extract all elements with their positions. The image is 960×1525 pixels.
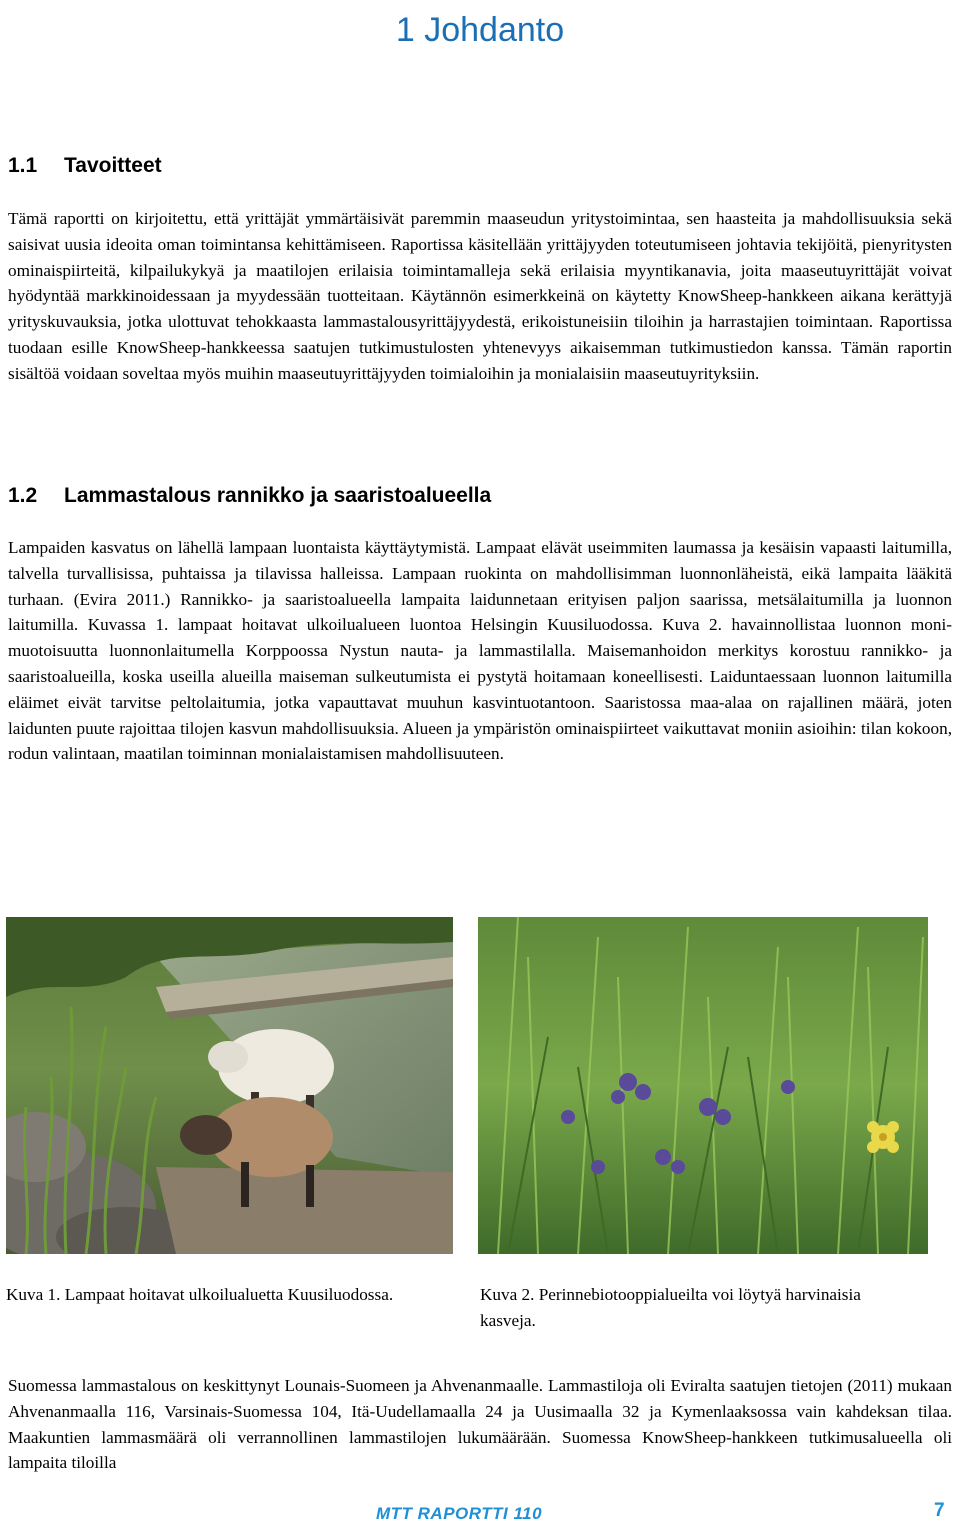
section-number: 1.1 (8, 154, 38, 177)
section-number: 1.2 (8, 484, 38, 507)
figure-caption-1: Kuva 1. Lampaat hoitavat ulkoilualuetta Kuusiluodossa. (6, 1285, 394, 1304)
meadow-photo (478, 917, 928, 1254)
report-series-label: MTT RAPORTTI 110 (376, 1504, 543, 1523)
section-title: Tavoitteet (64, 154, 162, 177)
section-heading-tavoitteet (8, 152, 162, 180)
page-number: 7 (934, 1500, 945, 1521)
sheep-photo-illustration (6, 917, 453, 1254)
paragraph-closing: Suomessa lammastalous on keskittynyt Lounais-Suomeen ja Ahvenanmaalle. Lammastiloja oli Eviralta saatujen tietojen (2011) mukaan Ahvenanmaalla 116, Varsinais-Suomessa 104, Itä-Uudellamaalla 24 ja Uusimaalla 32 ja Kymenlaaksossa vain kahdeksan tilaa. Maakuntien lammasmäärä oli verrannollinen lammastilojen lukumäärään. Suomessa KnowSheep-hankkeen tutkimusalueella oli lampaita tiloilla (8, 1376, 952, 1473)
paragraph-lammastalous: Lampaiden kasvatus on lähellä lampaan luontaista käyttäytymistä. Lampaat elävät useimmiten laumassa ja kesäisin vapaasti laitumilla, talvella turvallisissa, puhtaissa ja tilavissa halleissa. Lampaan ruokinta on mahdollisimman luonnonläheistä, eikä lampaita lääkitä turhaan. (Evira 2011.) Rannikko- ja saaristoalueella lampaita laidunnetaan erityisen paljon saarissa, metsälaitumilla ja luonnon laitumilla. Kuvassa 1. lampaat hoitavat ulkoilualueen luontoa Helsingin Kuusiluodossa. Kuva 2. havainnollistaa luonnon monimuotoisuutta luonnonlaitumella Korppoossa Nystun nauta- ja lammastilalla. Maisemanhoidon merkitys korostuu rannikko- ja saaristoalueilla, koska useilla alueilla maiseman sulkeutumista ei pystytä hoitamaan koneellisesti. Laiduntaessaan luonnon laitumilla eläimet eivät tarvitse peltolaitumia, jotka vapauttavat muuhun kasvintuotantoon. Saaristossa maa-alaa on rajallinen määrä, joten laidunten puute rajoittaa tilojen kasvun mahdollisuuksia. Alueen ja ympäristön ominaispiirteet vaikuttavat moniin asioihin: tilan kokoon, rodun valintaan, maatilan toiminnan monialaistamisen mahdollisuuteen. (8, 538, 952, 764)
page-title: 1 Johdanto (395, 11, 565, 49)
paragraph-tavoitteet: Tämä raportti on kirjoitettu, että yrittäjät ymmärtäisivät paremmin maaseudun yritystoimintaa, sen haasteita ja mahdollisuuksia sekä saisivat uusia ideoita oman toimintansa kehittämiseen. Raportissa käsitellään yrittäjyyden toteutumiseen johtavia tekijöitä, pienyritysten ominaispiirteitä, kilpailukykyä ja maatilojen erilaisia toimintamalleja sekä erilaisia myyntikanavia, joita maaseutuyrittäjät voivat hyödyntää markkinoidessaan ja myydessään tuotteitaan. Käytännön esimerkkeinä on käytetty KnowSheep-hankkeen aikana kerättyjä yrityskuvauksia, jotka ulottuvat tehokkaasta lammastalousyrittäjyydestä, erikoistuneisiin tiloihin ja harrastajien toimintaan. Raportissa tuodaan esille KnowSheep-hankkeessa saatujen tutkimustulosten yhtenevyys aikaisemman tutkimustiedon kanssa. Tämän raportin sisältöä voidaan soveltaa myös muihin maaseutuyrittäjyyden toimialoihin ja monialaisiin maaseutuyrityksiin. (8, 209, 952, 383)
figure-caption-2: Kuva 2. Perinnebiotooppialueilta voi löytyä harvinaisia kasveja. (480, 1285, 861, 1330)
meadow-photo-illustration (478, 917, 928, 1254)
sheep-photo (6, 917, 453, 1254)
section-title: Lammastalous rannikko ja saaristoalueella (64, 484, 492, 507)
section-heading-lammastalous (8, 482, 491, 510)
